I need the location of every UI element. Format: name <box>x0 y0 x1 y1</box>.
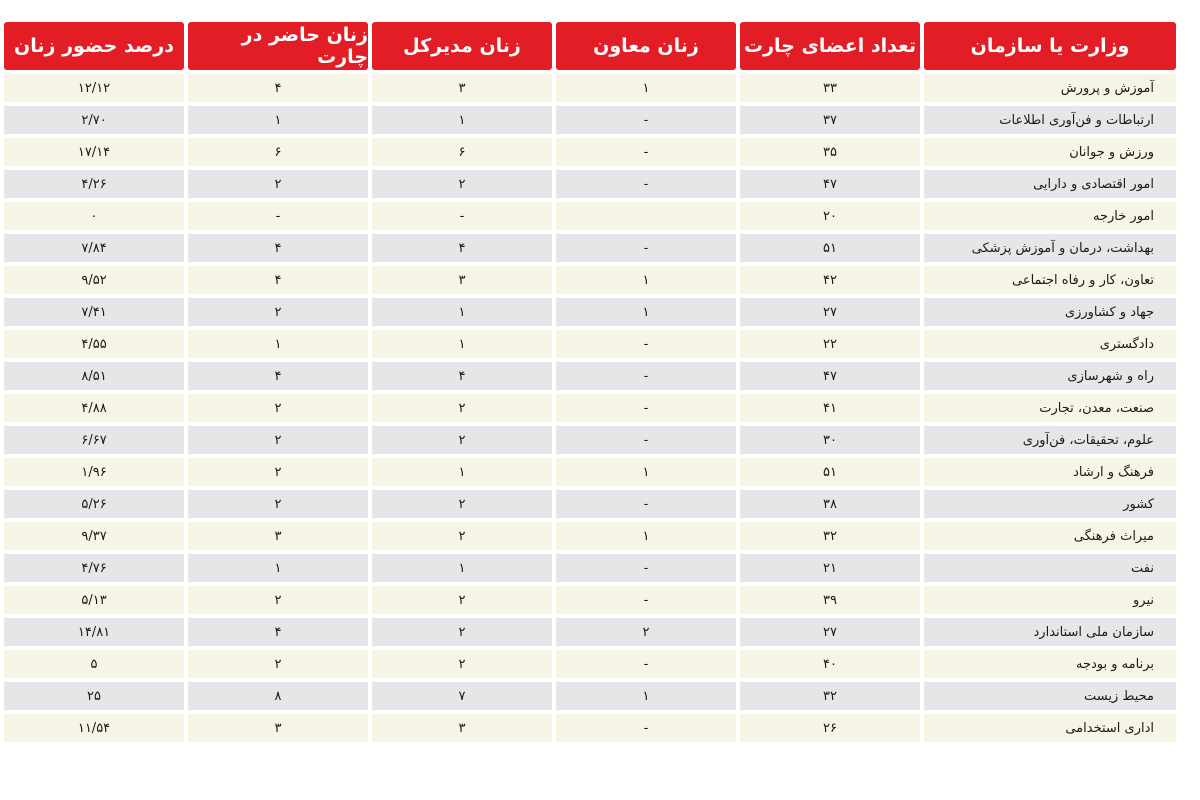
cell-women-percent: ۷/۸۴ <box>4 234 184 262</box>
cell-women-deputies: - <box>556 650 736 678</box>
cell-women-percent: ۵ <box>4 650 184 678</box>
cell-women-directors: - <box>372 202 552 230</box>
cell-chart-members: ۳۹ <box>740 586 920 614</box>
cell-women-percent: ۴/۲۶ <box>4 170 184 198</box>
cell-ministry: فرهنگ و ارشاد <box>924 458 1176 486</box>
cell-women-directors: ۲ <box>372 618 552 646</box>
cell-ministry: اداری استخدامی <box>924 714 1176 742</box>
cell-women-percent: ۱۱/۵۴ <box>4 714 184 742</box>
cell-women-in-chart: ۲ <box>188 394 368 422</box>
cell-women-deputies: - <box>556 362 736 390</box>
cell-ministry: سازمان ملی استاندارد <box>924 618 1176 646</box>
cell-women-deputies: ۱ <box>556 298 736 326</box>
cell-women-in-chart: ۲ <box>188 490 368 518</box>
cell-women-deputies: ۲ <box>556 618 736 646</box>
cell-women-deputies: - <box>556 234 736 262</box>
cell-women-deputies: - <box>556 138 736 166</box>
cell-women-deputies: ۱ <box>556 74 736 102</box>
cell-women-percent: ۴/۵۵ <box>4 330 184 358</box>
cell-women-directors: ۴ <box>372 362 552 390</box>
cell-women-directors: ۱ <box>372 554 552 582</box>
cell-chart-members: ۳۳ <box>740 74 920 102</box>
cell-women-in-chart: ۸ <box>188 682 368 710</box>
cell-women-deputies: - <box>556 394 736 422</box>
cell-women-directors: ۲ <box>372 650 552 678</box>
cell-women-directors: ۲ <box>372 522 552 550</box>
cell-women-percent: ۴/۸۸ <box>4 394 184 422</box>
cell-women-deputies: - <box>556 106 736 134</box>
cell-women-in-chart: ۲ <box>188 650 368 678</box>
cell-women-directors: ۳ <box>372 266 552 294</box>
cell-chart-members: ۵۱ <box>740 234 920 262</box>
header-women-in-chart: زنان حاضر در چارت <box>188 22 368 70</box>
cell-women-in-chart: ۱ <box>188 106 368 134</box>
cell-women-percent: ۲/۷۰ <box>4 106 184 134</box>
cell-women-directors: ۱ <box>372 458 552 486</box>
header-women-deputies: زنان معاون <box>556 22 736 70</box>
cell-women-percent: ۱/۹۶ <box>4 458 184 486</box>
cell-women-in-chart: ۳ <box>188 522 368 550</box>
cell-women-percent: ۱۷/۱۴ <box>4 138 184 166</box>
cell-women-directors: ۱ <box>372 330 552 358</box>
cell-women-deputies: ۱ <box>556 522 736 550</box>
cell-women-in-chart: ۴ <box>188 266 368 294</box>
cell-ministry: جهاد و کشاورزی <box>924 298 1176 326</box>
cell-women-deputies <box>556 202 736 230</box>
cell-women-directors: ۲ <box>372 490 552 518</box>
cell-women-deputies: ۱ <box>556 682 736 710</box>
cell-chart-members: ۲۲ <box>740 330 920 358</box>
cell-women-in-chart: ۲ <box>188 586 368 614</box>
cell-ministry: علوم، تحقیقات، فن‌آوری <box>924 426 1176 454</box>
cell-women-in-chart: ۲ <box>188 426 368 454</box>
cell-women-directors: ۱ <box>372 106 552 134</box>
cell-women-in-chart: ۴ <box>188 618 368 646</box>
cell-women-in-chart: ۱ <box>188 554 368 582</box>
header-ministry: وزارت یا سازمان <box>924 22 1176 70</box>
cell-women-deputies: ۱ <box>556 458 736 486</box>
cell-women-directors: ۲ <box>372 586 552 614</box>
cell-women-percent: ۵/۲۶ <box>4 490 184 518</box>
cell-ministry: نیرو <box>924 586 1176 614</box>
cell-chart-members: ۳۸ <box>740 490 920 518</box>
cell-chart-members: ۴۲ <box>740 266 920 294</box>
cell-ministry: محیط زیست <box>924 682 1176 710</box>
cell-women-deputies: - <box>556 586 736 614</box>
cell-ministry: صنعت، معدن، تجارت <box>924 394 1176 422</box>
cell-women-percent: ۶/۶۷ <box>4 426 184 454</box>
cell-women-in-chart: ۴ <box>188 234 368 262</box>
cell-ministry: برنامه و بودجه <box>924 650 1176 678</box>
cell-women-directors: ۶ <box>372 138 552 166</box>
cell-chart-members: ۲۱ <box>740 554 920 582</box>
cell-ministry: بهداشت، درمان و آموزش پزشکی <box>924 234 1176 262</box>
cell-women-percent: ۱۴/۸۱ <box>4 618 184 646</box>
cell-women-in-chart: ۲ <box>188 298 368 326</box>
cell-women-deputies: - <box>556 714 736 742</box>
cell-women-in-chart: ۱ <box>188 330 368 358</box>
cell-women-directors: ۳ <box>372 74 552 102</box>
cell-women-percent: ۱۲/۱۲ <box>4 74 184 102</box>
cell-women-percent: ۹/۵۲ <box>4 266 184 294</box>
cell-chart-members: ۴۰ <box>740 650 920 678</box>
cell-women-in-chart: ۳ <box>188 714 368 742</box>
cell-ministry: ارتباطات و فن‌آوری اطلاعات <box>924 106 1176 134</box>
cell-women-in-chart: ۲ <box>188 458 368 486</box>
cell-women-in-chart: ۲ <box>188 170 368 198</box>
cell-women-percent: ۹/۳۷ <box>4 522 184 550</box>
cell-ministry: نفت <box>924 554 1176 582</box>
cell-women-deputies: - <box>556 426 736 454</box>
cell-women-directors: ۲ <box>372 426 552 454</box>
cell-women-deputies: ۱ <box>556 266 736 294</box>
cell-women-deputies: - <box>556 554 736 582</box>
cell-women-in-chart: - <box>188 202 368 230</box>
cell-women-directors: ۲ <box>372 170 552 198</box>
cell-women-in-chart: ۴ <box>188 362 368 390</box>
cell-ministry: راه و شهرسازی <box>924 362 1176 390</box>
cell-women-directors: ۲ <box>372 394 552 422</box>
header-chart-members: تعداد اعضای چارت <box>740 22 920 70</box>
cell-women-percent: ۲۵ <box>4 682 184 710</box>
cell-women-percent: ۵/۱۳ <box>4 586 184 614</box>
women-presence-table <box>14 22 1176 746</box>
header-women-percent: درصد حضور زنان <box>4 22 184 70</box>
cell-women-percent: ۰ <box>4 202 184 230</box>
cell-ministry: دادگستری <box>924 330 1176 358</box>
cell-women-directors: ۴ <box>372 234 552 262</box>
cell-women-directors: ۳ <box>372 714 552 742</box>
cell-women-in-chart: ۶ <box>188 138 368 166</box>
cell-chart-members: ۲۷ <box>740 298 920 326</box>
cell-women-percent: ۴/۷۶ <box>4 554 184 582</box>
cell-chart-members: ۳۲ <box>740 522 920 550</box>
cell-women-deputies: - <box>556 170 736 198</box>
cell-women-deputies: - <box>556 490 736 518</box>
cell-chart-members: ۲۷ <box>740 618 920 646</box>
cell-women-percent: ۸/۵۱ <box>4 362 184 390</box>
cell-chart-members: ۳۵ <box>740 138 920 166</box>
header-women-directors: زنان مدیرکل <box>372 22 552 70</box>
cell-ministry: آموزش و پرورش <box>924 74 1176 102</box>
cell-ministry: ورزش و جوانان <box>924 138 1176 166</box>
cell-chart-members: ۴۱ <box>740 394 920 422</box>
cell-chart-members: ۴۷ <box>740 170 920 198</box>
cell-ministry: امور خارجه <box>924 202 1176 230</box>
cell-women-percent: ۷/۴۱ <box>4 298 184 326</box>
cell-women-directors: ۱ <box>372 298 552 326</box>
cell-women-deputies: - <box>556 330 736 358</box>
cell-ministry: میراث فرهنگی <box>924 522 1176 550</box>
cell-women-directors: ۷ <box>372 682 552 710</box>
cell-chart-members: ۲۰ <box>740 202 920 230</box>
cell-ministry: امور اقتصادی و دارایی <box>924 170 1176 198</box>
cell-women-in-chart: ۴ <box>188 74 368 102</box>
cell-chart-members: ۳۲ <box>740 682 920 710</box>
cell-ministry: کشور <box>924 490 1176 518</box>
cell-chart-members: ۵۱ <box>740 458 920 486</box>
cell-chart-members: ۳۰ <box>740 426 920 454</box>
cell-chart-members: ۲۶ <box>740 714 920 742</box>
cell-chart-members: ۳۷ <box>740 106 920 134</box>
cell-chart-members: ۴۷ <box>740 362 920 390</box>
cell-ministry: تعاون، کار و رفاه اجتماعی <box>924 266 1176 294</box>
